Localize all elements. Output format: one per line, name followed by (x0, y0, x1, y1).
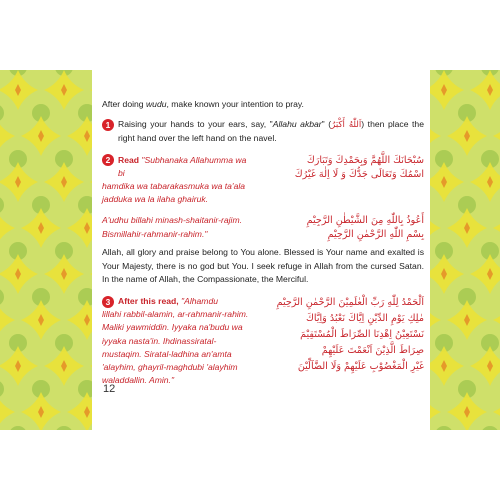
step-2-transliteration-column (102, 154, 252, 207)
step-3-arabic-line: اَلْحَمْدُ لِلّٰهِ رَبِّ الْعٰلَمِيْنَ الرَّحْمٰنِ الرَّحِيْمِ (276, 297, 424, 309)
page-number: 12 (103, 383, 116, 395)
step-number-badge: 1 (102, 119, 114, 131)
decorative-border-right (430, 70, 500, 430)
step-3-arabic-line: مٰلِكِ يَوْمِ الدِّيْنِ اِيَّاكَ نَعْبُدُ وَاِيَّاكَ (305, 313, 424, 325)
step-2-label: Read (118, 154, 140, 165)
step-3-translit-line: "Alhamdu (181, 296, 219, 307)
step-3-translit-line: waladdallin. Amin." (102, 375, 174, 386)
step-3-arabic-line: غَيْرِ الْمَغْضُوْبِ عَلَيْهِمْ وَلَا الضَّآلِّيْنَ (297, 361, 424, 373)
step-1-text-before: Raising your hands to your ears, say, " (118, 119, 273, 130)
step-3-translit-line: lillahi rabbil-alamin, ar-rahmanir-rahim. (102, 309, 249, 320)
step-2-refuge-arabic (252, 214, 424, 242)
step-2-refuge-transliteration (102, 214, 252, 240)
step-3-translit-line: iyyaka nasta'in. Ihdinassiratal- (102, 335, 217, 346)
step-3-arabic-column (258, 295, 424, 375)
prayer-instructions (102, 98, 424, 387)
step-3-translit-line: 'alayhim, ghayril-maghdubi 'alayhim (102, 362, 238, 373)
step-2-refuge (102, 214, 424, 242)
step-2-arabic-line: سُبْحَانَكَ اللَّهُمَّ وَبِحَمْدِكَ وَتَبَارَكَ (306, 154, 424, 166)
intro-paragraph (102, 98, 424, 111)
step-3-transliteration-column (102, 295, 258, 387)
yellow-tile-pattern-left (0, 70, 92, 430)
step-3-label: After this read, (118, 296, 179, 307)
step-2-translation: Allah, all glory and praise belong to You alone. Blessed is Your name and exalted is Your Majesty, there is no god but You. I seek refuge in Allah from the cursed Satan. In the name of Allah, the Compassionate, the Merciful. (102, 247, 424, 284)
step-1-text-mid: " ( (321, 119, 332, 130)
step-2-arabic-line: اسْمُكَ وَتَعَالَى جَدُّكَ وَ لَا اِلٰهَ غَيْرُكَ (294, 168, 424, 180)
step-2-translit-line: jadduka wa la ilaha ghairuk. (102, 194, 209, 205)
step-2-arabic2-line: بِسْمِ اللّٰهِ الرَّحْمٰنِ الرَّحِيْمِ (327, 229, 424, 241)
step-3-arabic-line: نَسْتَعِيْنُ اِهْدِنَا الصِّرَاطَ الْمُسْتَقِيْمَ (300, 329, 424, 341)
step-2-translit2-line: Bismillahir-rahmanir-rahim." (102, 228, 208, 239)
intro-text-after: , make known your intention to pray. (166, 99, 304, 109)
step-2 (102, 154, 424, 207)
step-3-translit-line: mustaqim. Siratal-ladhina an'amta (102, 348, 232, 359)
intro-text-before: After doing (102, 99, 146, 109)
step-2-translit2-line: A'udhu billahi minash-shaitanir-rajim. (102, 215, 243, 226)
step-1 (102, 118, 424, 145)
step-2-arabic2-line: أَعُوذُ بِاللّٰهِ مِنَ الشَّيْطٰنِ الرَّجِيْمِ (306, 215, 424, 227)
step-number-badge: 3 (102, 296, 114, 308)
step-2-arabic-column (252, 154, 424, 182)
step-2-translit-line: hamdika wa tabarakasmuka wa ta'ala (102, 181, 246, 192)
intro-word-wudu: wudu (145, 99, 167, 109)
step-1-text-after: ) then place the right hand over the left hand on the navel. (118, 119, 424, 144)
step-3 (102, 295, 424, 387)
step-1-transliteration: Allahu akbar (272, 119, 322, 130)
step-1-arabic: اَللّٰهُ أَكْبَرُ (331, 120, 362, 131)
step-2-translit-line: "Subhanaka Allahumma wa bi (118, 154, 247, 178)
step-number-badge: 2 (102, 154, 114, 166)
step-1-text (118, 118, 424, 145)
decorative-border-left (0, 70, 92, 430)
yellow-tile-pattern-right (430, 70, 500, 430)
step-3-translit-line: Maliki yawmiddin. Iyyaka na'budu wa (102, 322, 243, 333)
step-3-arabic-line: صِرَاطَ الَّذِيْنَ اَنْعَمْتَ عَلَيْهِمْ (321, 345, 424, 357)
